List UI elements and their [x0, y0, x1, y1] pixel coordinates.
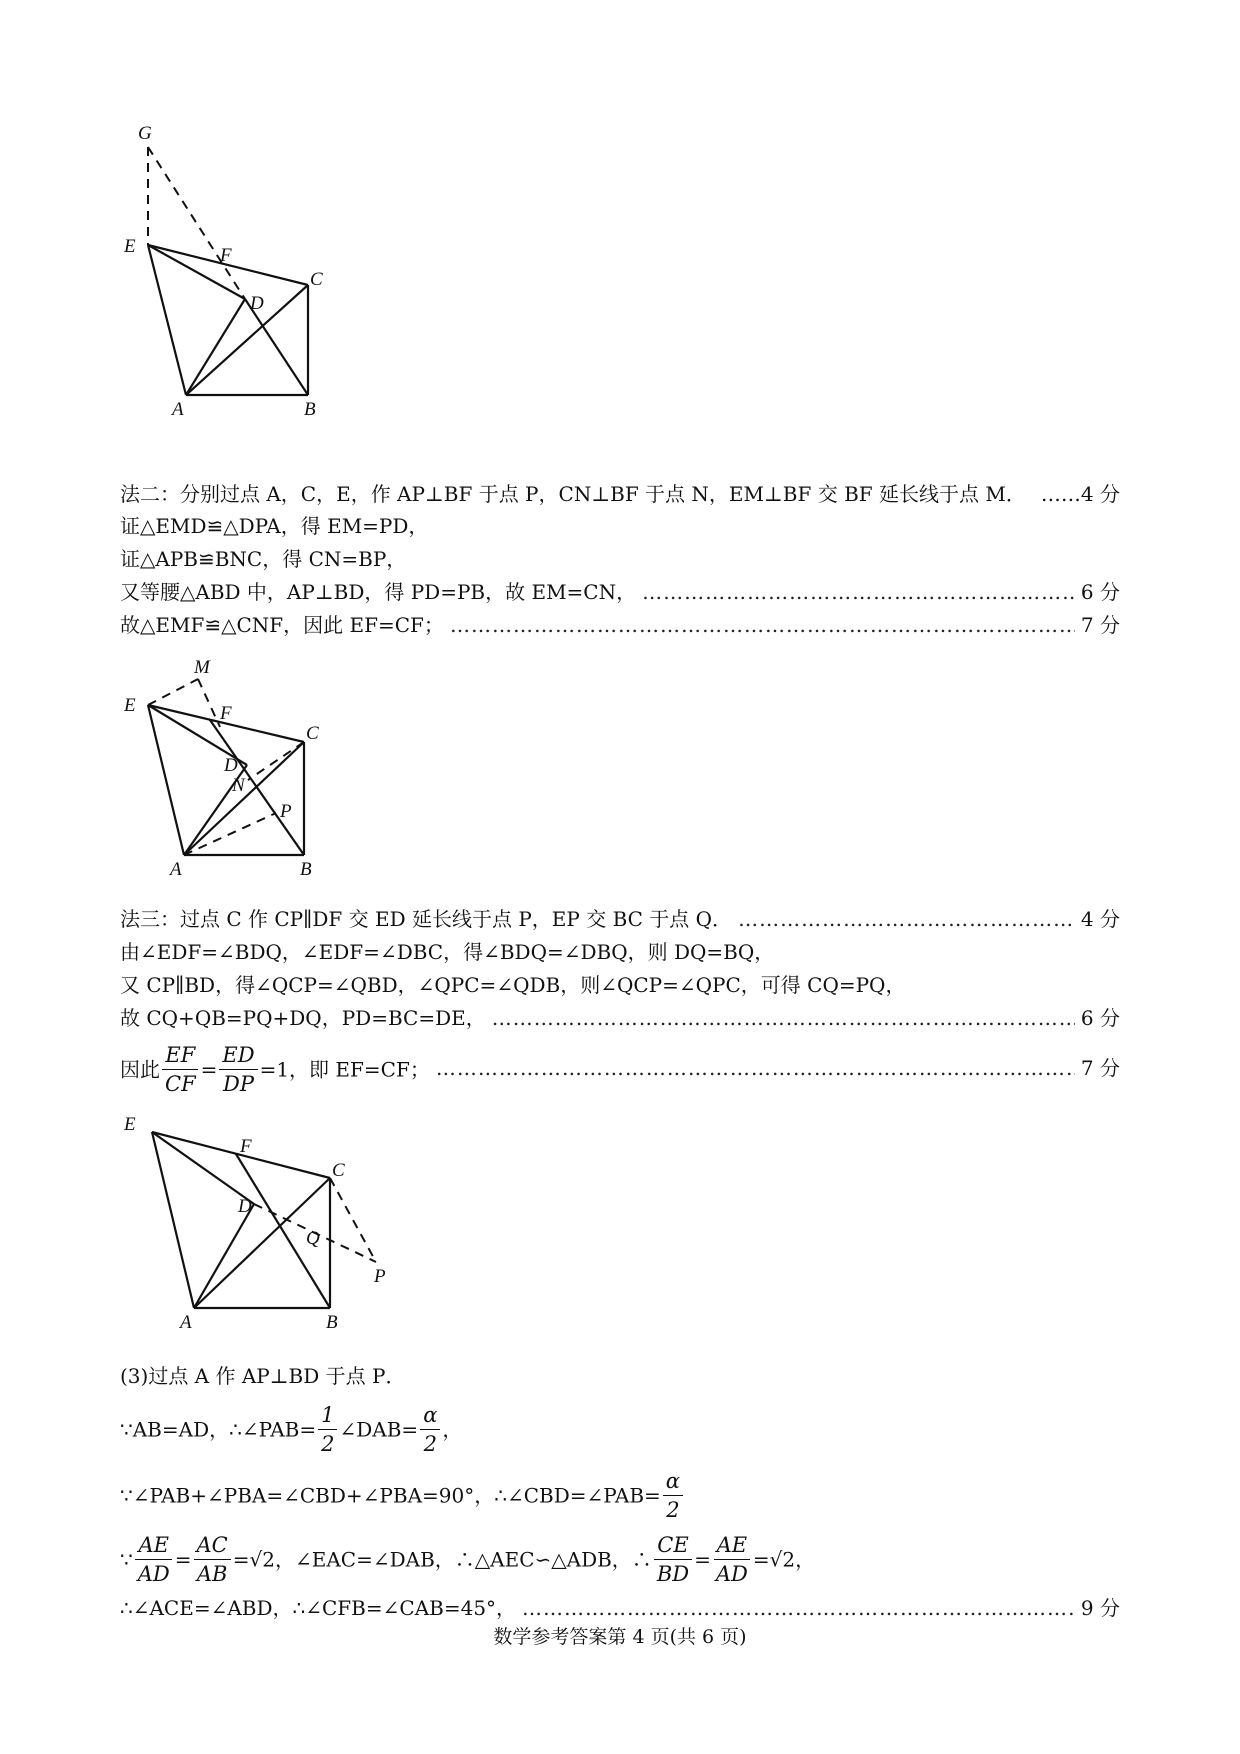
label-C: C	[332, 1160, 345, 1181]
figure-3	[110, 1110, 410, 1340]
fraction-one-half: $\frac{1}{2}$	[318, 1403, 337, 1456]
method3-line1: 法三：过点 C 作 CP∥DF 交 ED 延长线于点 P，EP 交 BC 于点 Q． ……………………………………………………………………………………………………………………………………………………………………………………………………………………………………………… 4 分	[120, 905, 1120, 933]
label-D: D	[238, 1196, 252, 1217]
fraction-CE-BD: $\frac{CE}{BD}$	[654, 1533, 692, 1586]
method3-line2: 由∠EDF=∠BDQ，∠EDF=∠DBC，得∠BDQ=∠DBQ，则 DQ=BQ，	[120, 940, 775, 964]
label-F: F	[220, 245, 232, 266]
label-C: C	[310, 269, 323, 290]
segment-AD	[194, 1204, 254, 1308]
method3-line4: 故 CQ+QB=PQ+DQ，PD=BC=DE， ……………………………………………………………………………………………………………………………………………………………………………………………………………………………………………… 6 分	[120, 1004, 1120, 1032]
method2-line1: 法二：分别过点 A，C，E，作 AP⊥BF 于点 P，CN⊥BF 于点 N，EM⊥BF 交 BF 延长线于点 M． ……4 分	[120, 482, 1120, 506]
label-D: D	[224, 755, 238, 776]
method2-line5: 故△EMF≌△CNF，因此 EF=CF； ……………………………………………………………………………………………………………………………………………………………………………………………………………………………………………… 7 分	[120, 611, 1120, 639]
label-E: E	[124, 236, 136, 257]
part3-line2: ∵AB=AD，∴∠PAB= $\frac{1}{2}$ ∠DAB= $\frac{\alpha}{2}$ ，	[120, 1403, 463, 1456]
label-N: N	[232, 775, 245, 796]
figure-2	[110, 655, 330, 885]
method2-line2: 证△EMD≌△DPA，得 EM=PD，	[120, 514, 429, 538]
segment-EA	[148, 245, 186, 395]
label-A: A	[172, 399, 184, 420]
label-F: F	[240, 1136, 252, 1157]
fraction-alpha-half-2: $\frac{\alpha}{2}$	[663, 1469, 683, 1522]
fraction-AE-AD: $\frac{AE}{AD}$	[135, 1533, 173, 1586]
segment-CN	[248, 742, 304, 780]
part3-line3: ∵∠PAB+∠PBA=∠CBD+∠PBA=90°，∴∠CBD=∠PAB= $\frac{\alpha}{2}$	[120, 1466, 1120, 1524]
part3-line5: ∴∠ACE=∠ABD，∴∠CFB=∠CAB=45°， ……………………………………………………………………………………………………………………………………………………………………………………………………………………………………………… 9 分	[120, 1594, 1120, 1622]
label-A: A	[170, 859, 182, 880]
label-B: B	[300, 859, 312, 880]
method2-line3: 证△APB≌BNC，得 CN=BP，	[120, 547, 407, 571]
label-C: C	[306, 723, 319, 744]
label-D: D	[250, 293, 264, 314]
segment-GD	[148, 147, 245, 299]
label-P: P	[374, 1266, 386, 1287]
label-G: G	[138, 125, 152, 144]
label-B: B	[304, 399, 316, 420]
fraction-AC-AB: $\frac{AC}{AB}$	[194, 1533, 231, 1586]
segment-EM	[148, 679, 198, 705]
figure-1	[110, 125, 330, 465]
method3-line5: 因此 $\frac{EF}{CF}$ = $\frac{ED}{DP}$ =1，即 EF=CF； ……………………………………………………………………………………………………………………………………………………………………………………………………………………………………………… 7 分	[120, 1040, 1120, 1098]
page-footer: 数学参考答案第 4 页(共 6 页)	[493, 1626, 747, 1648]
label-E: E	[124, 1114, 136, 1135]
segment-CP	[330, 1178, 376, 1262]
fraction-EF-CF: $\frac{EF}{CF}$	[162, 1043, 199, 1096]
method3-line3: 又 CP∥BD，得∠QCP=∠QBD，∠QPC=∠QDB，则∠QCP=∠QPC，可得 CQ=PQ，	[120, 973, 906, 997]
label-M: M	[194, 657, 210, 678]
part3-line4: ∵ $\frac{AE}{AD}$ = $\frac{AC}{AB}$ =√2，∠EAC=∠DAB，∴△AEC∽△ADB，∴ $\frac{CE}{BD}$ = $\frac{AE}{AD}$ =√2，	[120, 1533, 816, 1586]
fraction-AE-AD-2: $\frac{AE}{AD}$	[713, 1533, 751, 1586]
method2-line4: 又等腰△ABD 中，AP⊥BD，得 PD=PB，故 EM=CN， ……………………………………………………………………………………………………………………………………………………………………………………………………………………………………………… 6 分	[120, 578, 1120, 606]
label-P: P	[280, 801, 292, 822]
segment-AD	[186, 299, 245, 395]
fraction-alpha-half: $\frac{\alpha}{2}$	[420, 1403, 440, 1456]
label-A: A	[180, 1312, 192, 1333]
label-B: B	[326, 1312, 338, 1333]
segment-EA	[148, 705, 184, 855]
part3-line1: (3)过点 A 作 AP⊥BD 于点 P．	[120, 1364, 406, 1388]
label-E: E	[124, 695, 136, 716]
label-F: F	[220, 703, 232, 724]
label-Q: Q	[306, 1228, 320, 1249]
segment-AC	[184, 742, 304, 855]
fraction-ED-DP: $\frac{ED}{DP}$	[219, 1043, 257, 1096]
